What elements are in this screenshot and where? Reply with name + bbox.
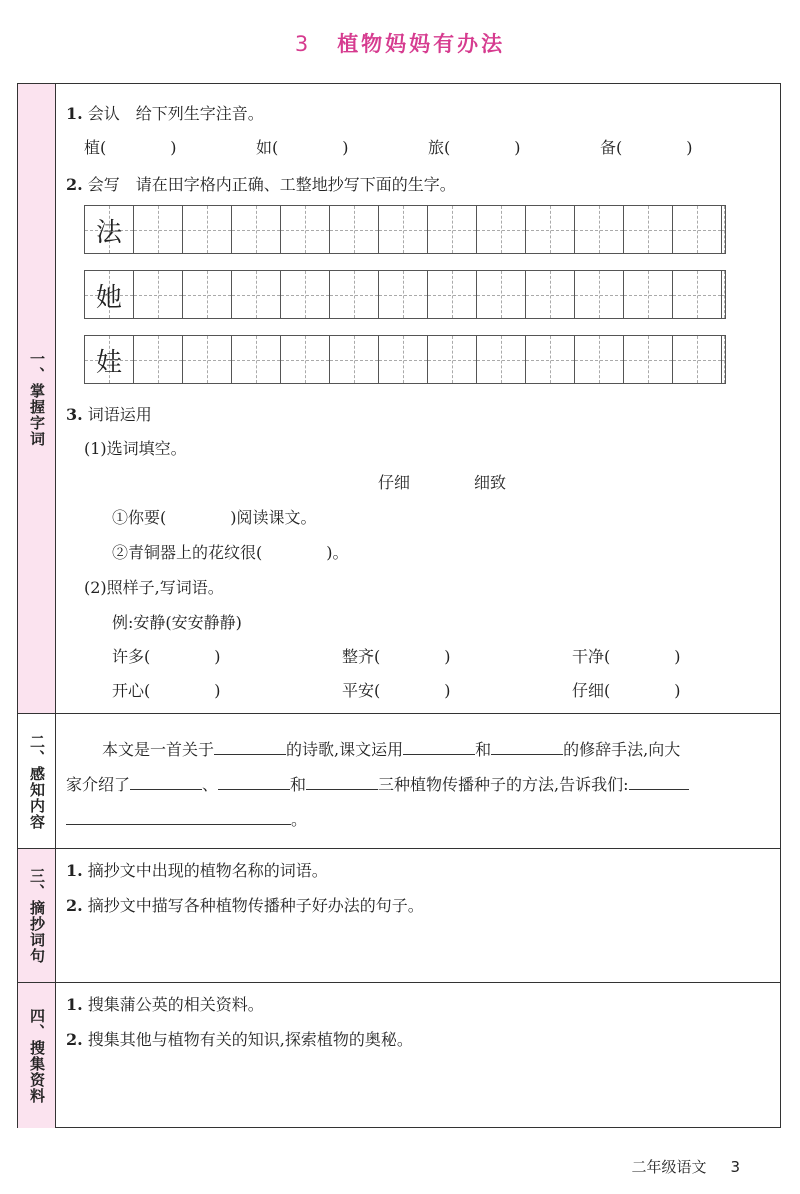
grid-cell[interactable] xyxy=(134,336,183,383)
answer-blank[interactable] xyxy=(214,740,286,755)
answer-blank[interactable] xyxy=(66,810,291,825)
grid-cell[interactable] xyxy=(183,271,232,318)
task-item: 1. 搜集蒲公英的相关资料。 xyxy=(66,995,264,1014)
subquestion-title: (1)选词填空。 xyxy=(84,439,187,458)
word-choice: 仔细 xyxy=(378,473,411,492)
grid-cell[interactable] xyxy=(183,336,232,383)
word-form-item[interactable]: 仔细( ) xyxy=(572,681,681,700)
word-form-item[interactable]: 干净( ) xyxy=(572,647,681,666)
grid-cell[interactable] xyxy=(477,336,526,383)
grid-cell[interactable] xyxy=(722,206,725,253)
answer-blank[interactable] xyxy=(306,775,378,790)
answer-blank[interactable] xyxy=(218,775,290,790)
grid-cell[interactable] xyxy=(624,336,673,383)
grid-cell[interactable] xyxy=(624,206,673,253)
writing-grid-row xyxy=(84,335,726,384)
section-label: 一、掌握字词 xyxy=(18,84,56,713)
writing-grid-row xyxy=(84,270,726,319)
grid-cell[interactable] xyxy=(330,206,379,253)
grid-cell[interactable] xyxy=(379,336,428,383)
lesson-number: 3 xyxy=(294,32,312,56)
grid-cell[interactable] xyxy=(477,271,526,318)
grid-cell xyxy=(85,206,134,253)
grid-cell[interactable] xyxy=(232,271,281,318)
question-3: 3. 词语运用 xyxy=(66,405,152,424)
grade-label: 二年级语文 xyxy=(631,1158,707,1176)
pinyin-item[interactable]: 旅( ) xyxy=(428,138,521,157)
answer-blank[interactable] xyxy=(491,740,563,755)
grid-cell[interactable] xyxy=(526,271,575,318)
grid-cell[interactable] xyxy=(722,336,725,383)
grid-cell[interactable] xyxy=(722,271,725,318)
grid-cell xyxy=(85,336,134,383)
question-2: 2. 会写 请在田字格内正确、工整地抄写下面的生字。 xyxy=(66,175,456,194)
word-form-item[interactable]: 平安( ) xyxy=(342,681,451,700)
grid-cell[interactable] xyxy=(526,206,575,253)
fill-blank-item[interactable]: ②青铜器上的花纹很( )。 xyxy=(112,543,349,562)
section-comprehension xyxy=(18,713,780,849)
page-number: 3 xyxy=(730,1158,740,1176)
section-excerpts xyxy=(18,848,780,983)
section-vocabulary xyxy=(18,84,780,713)
grid-cell[interactable] xyxy=(379,271,428,318)
subquestion-title: (2)照样子,写词语。 xyxy=(84,578,224,597)
page-footer xyxy=(631,1156,740,1177)
model-char: 她 xyxy=(95,283,122,313)
word-form-item[interactable]: 许多( ) xyxy=(112,647,221,666)
grid-cell[interactable] xyxy=(673,206,722,253)
grid-cell[interactable] xyxy=(428,271,477,318)
section-research xyxy=(18,982,780,1128)
lesson-title: 植物妈妈有办法 xyxy=(337,32,506,56)
grid-cell[interactable] xyxy=(281,206,330,253)
grid-cell[interactable] xyxy=(624,271,673,318)
grid-cell xyxy=(85,271,134,318)
answer-blank[interactable] xyxy=(629,775,689,790)
grid-cell[interactable] xyxy=(673,271,722,318)
model-char: 娃 xyxy=(95,348,122,378)
fill-blank-item[interactable]: ①你要( )阅读课文。 xyxy=(112,508,317,527)
grid-cell[interactable] xyxy=(330,336,379,383)
model-char: 法 xyxy=(95,218,122,248)
grid-cell[interactable] xyxy=(183,206,232,253)
grid-cell[interactable] xyxy=(134,271,183,318)
grid-cell[interactable] xyxy=(477,206,526,253)
task-item: 2. 搜集其他与植物有关的知识,探索植物的奥秘。 xyxy=(66,1030,413,1049)
grid-cell[interactable] xyxy=(673,336,722,383)
word-form-item[interactable]: 整齐( ) xyxy=(342,647,451,666)
grid-cell[interactable] xyxy=(281,271,330,318)
grid-cell[interactable] xyxy=(232,336,281,383)
cloze-line-3: 。 xyxy=(66,807,307,830)
writing-grid-row xyxy=(84,205,726,254)
grid-cell[interactable] xyxy=(232,206,281,253)
grid-cell[interactable] xyxy=(575,206,624,253)
worksheet-frame xyxy=(17,83,781,1128)
grid-cell[interactable] xyxy=(575,271,624,318)
cloze-line-2: 家介绍了 、 和 三种植物传播种子的方法,告诉我们: xyxy=(66,772,689,795)
grid-cell[interactable] xyxy=(134,206,183,253)
task-item: 2. 摘抄文中描写各种植物传播种子好办法的句子。 xyxy=(66,896,424,915)
pinyin-item[interactable]: 植( ) xyxy=(84,138,177,157)
page-title xyxy=(0,28,800,58)
word-form-item[interactable]: 开心( ) xyxy=(112,681,221,700)
section-label: 三、摘抄词句 xyxy=(18,849,56,983)
example-text: 例:安静(安安静静) xyxy=(112,613,242,632)
grid-cell[interactable] xyxy=(428,336,477,383)
section-label: 四、搜集资料 xyxy=(18,983,56,1128)
answer-blank[interactable] xyxy=(130,775,202,790)
grid-cell[interactable] xyxy=(330,271,379,318)
task-item: 1. 摘抄文中出现的植物名称的词语。 xyxy=(66,861,328,880)
grid-cell[interactable] xyxy=(428,206,477,253)
cloze-line-1: 本文是一首关于 的诗歌,课文运用 和 的修辞手法,向大 xyxy=(102,740,681,759)
grid-cell[interactable] xyxy=(575,336,624,383)
grid-cell[interactable] xyxy=(379,206,428,253)
grid-cell[interactable] xyxy=(526,336,575,383)
question-1: 1. 会认 给下列生字注音。 xyxy=(66,104,264,123)
pinyin-item[interactable]: 备( ) xyxy=(600,138,693,157)
grid-cell[interactable] xyxy=(281,336,330,383)
section-label: 二、感知内容 xyxy=(18,714,56,849)
word-choice: 细致 xyxy=(474,473,507,492)
answer-blank[interactable] xyxy=(403,740,475,755)
pinyin-item[interactable]: 如( ) xyxy=(256,138,349,157)
